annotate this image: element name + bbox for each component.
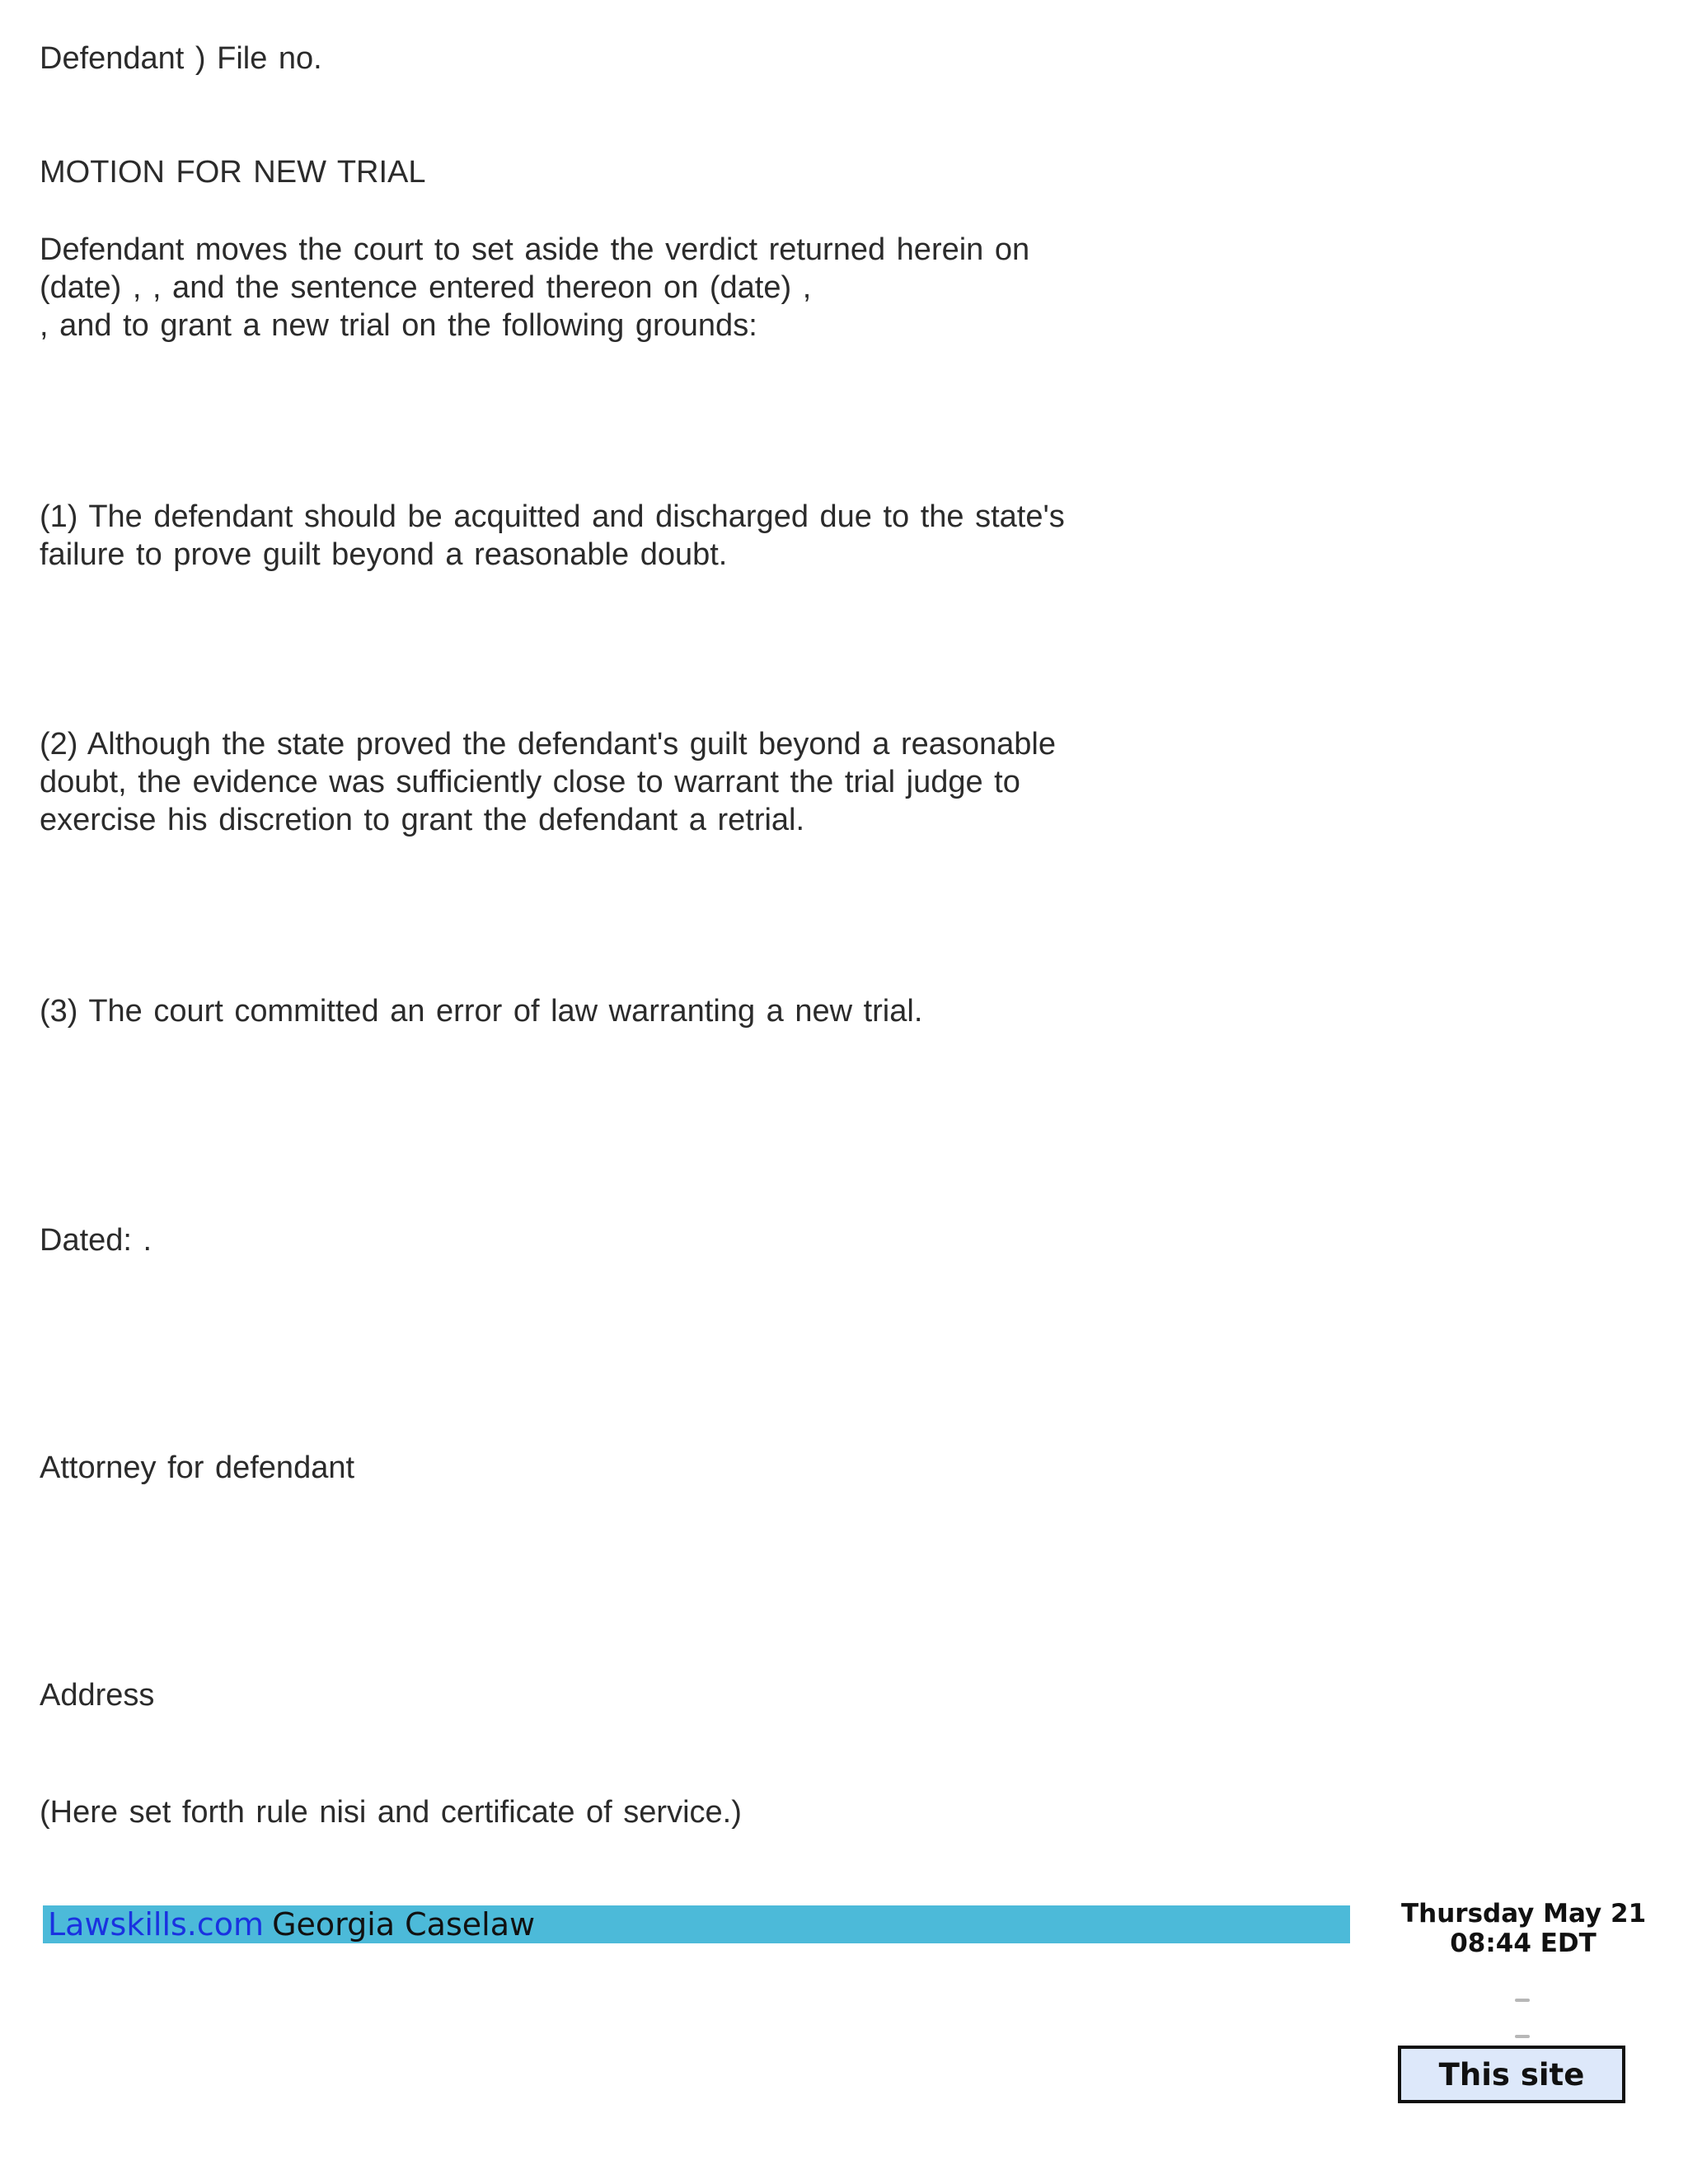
- ground-line: failure to prove guilt beyond a reasonable doubt.: [40, 537, 728, 572]
- date-text: Thursday May 21: [1401, 1899, 1647, 1929]
- lawskills-link[interactable]: Lawskills.com: [48, 1906, 265, 1943]
- ground-3: [40, 992, 922, 1030]
- site-name: Georgia Caselaw: [272, 1906, 536, 1943]
- header-line: Defendant ) File no.: [40, 41, 322, 76]
- ground-1: [40, 498, 1065, 574]
- address-line: Address: [40, 1678, 155, 1713]
- divider-tick: [1515, 2035, 1530, 2038]
- attorney-signature-line: Attorney for defendant: [40, 1451, 355, 1485]
- ground-line: (2) Although the state proved the defendant's guilt beyond a reasonable: [40, 727, 1057, 762]
- date-time-stamp: [1401, 1899, 1645, 1958]
- ground-2: [40, 725, 1056, 839]
- dated-line: Dated: .: [40, 1223, 152, 1258]
- intro-line: Defendant moves the court to set aside the verdict returned herein on: [40, 232, 1030, 267]
- this-site-button[interactable]: This site: [1398, 2046, 1625, 2103]
- ground-line: (3) The court committed an error of law warranting a new trial.: [40, 994, 923, 1029]
- document-title: MOTION FOR NEW TRIAL: [40, 155, 426, 190]
- closing-note: (Here set forth rule nisi and certificate of service.): [40, 1795, 742, 1830]
- footer-banner: [43, 1905, 1350, 1943]
- time-text: 08:44 EDT: [1450, 1929, 1597, 1958]
- ground-line: (1) The defendant should be acquitted and discharged due to the state's: [40, 499, 1065, 534]
- intro-paragraph: [40, 231, 1029, 344]
- ground-line: exercise his discretion to grant the defendant a retrial.: [40, 803, 805, 837]
- ground-line: doubt, the evidence was sufficiently close to warrant the trial judge to: [40, 765, 1020, 799]
- intro-line: (date) , , and the sentence entered thereon on (date) ,: [40, 270, 812, 305]
- intro-line: , and to grant a new trial on the following grounds:: [40, 308, 757, 343]
- divider-tick: [1515, 1999, 1530, 2002]
